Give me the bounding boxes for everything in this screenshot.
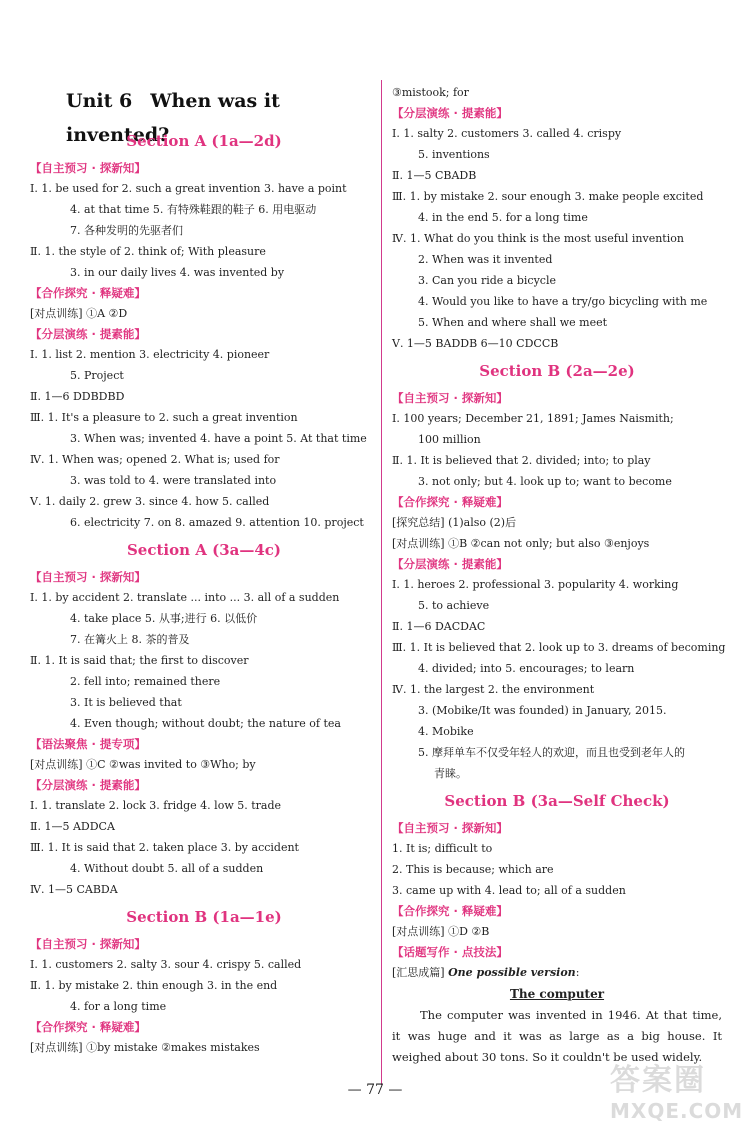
answer-line: 6. electricity 7. on 8. amazed 9. attention 10. project bbox=[70, 516, 364, 529]
answer-line: 5. to achieve bbox=[418, 599, 490, 612]
section-title: Section B (1a—1e) bbox=[126, 908, 282, 926]
answer-line: 100 million bbox=[418, 433, 481, 446]
answer-line: Ⅲ. 1. It's a pleasure to 2. such a great invention bbox=[30, 411, 298, 424]
section-title: Section B (3a—Self Check) bbox=[444, 792, 670, 810]
answer-line: Ⅱ. 1—6 DDBDBD bbox=[30, 390, 125, 403]
answer-line: Ⅴ. 1—5 BADDB 6—10 CDCCB bbox=[392, 337, 559, 350]
answer-line: [对点训练] ①B ②can not only; but also ③enjoys bbox=[392, 537, 650, 550]
answer-line: Ⅱ. 1—5 CBADB bbox=[392, 169, 477, 182]
answer-line: 4. for a long time bbox=[70, 1000, 167, 1013]
subsection-tag: 【合作探究 · 释疑难】 bbox=[30, 1020, 146, 1034]
answer-line: Ⅱ. 1—5 ADDCA bbox=[30, 820, 115, 833]
answer-line: Ⅰ. 1. translate 2. lock 3. fridge 4. low 5. trade bbox=[30, 799, 282, 812]
answer-line: 3. was told to 4. were translated into bbox=[70, 474, 277, 487]
answer-line: 7. 在篝火上 8. 茶的普及 bbox=[70, 633, 190, 646]
answer-line: Ⅳ. 1. the largest 2. the environment bbox=[392, 683, 595, 696]
answer-line: Ⅱ. 1. It is said that; the first to discover bbox=[30, 654, 249, 667]
answer-line: 2. When was it invented bbox=[418, 253, 553, 266]
answer-line: 3. came up with 4. lead to; all of a sudden bbox=[392, 884, 626, 897]
answer-line: 4. Mobike bbox=[418, 725, 474, 738]
answer-line: Ⅰ. 1. be used for 2. such a great invention 3. have a point bbox=[30, 182, 347, 195]
essay-paragraph: The computer was invented in 1946. At that time, it was huge and it was as large as a big house. It weighed about 30 tons. So it couldn't be used widely. bbox=[392, 1008, 722, 1064]
watermark-logo: 答案圈 MXQE.COM bbox=[610, 1063, 744, 1123]
section-title: Section A (1a—2d) bbox=[126, 132, 282, 150]
answer-line: Ⅰ. 1. salty 2. customers 3. called 4. crispy bbox=[392, 127, 622, 140]
page-number: — 77 — bbox=[347, 1082, 403, 1098]
answer-line: 3. in our daily lives 4. was invented by bbox=[70, 266, 285, 279]
answer-line: Ⅱ. 1—6 DACDAC bbox=[392, 620, 486, 633]
subsection-tag: 【分层演练 · 提素能】 bbox=[30, 778, 146, 792]
answer-line: 5. 摩拜单车不仅受年轻人的欢迎，而且也受到老年人的 bbox=[418, 746, 685, 759]
answer-line: 4. take place 5. 从事;进行 6. 以低价 bbox=[70, 612, 258, 625]
answer-line: 5. inventions bbox=[418, 148, 490, 161]
answer-line: 1. It is; difficult to bbox=[392, 842, 493, 855]
answer-line: 3. Can you ride a bicycle bbox=[418, 274, 556, 287]
section-title: Section B (2a—2e) bbox=[479, 362, 635, 380]
answer-line: 4. in the end 5. for a long time bbox=[418, 211, 588, 224]
subsection-tag: 【分层演练 · 提素能】 bbox=[392, 106, 508, 120]
unit-title: Unit 6 When was it invented? bbox=[66, 90, 280, 146]
answer-line: ③mistook; for bbox=[392, 86, 469, 99]
answer-line: Ⅲ. 1. by mistake 2. sour enough 3. make people excited bbox=[392, 190, 704, 203]
subsection-tag: 【自主预习 · 探新知】 bbox=[392, 821, 508, 835]
right-column bbox=[392, 82, 726, 1068]
essay-title: The computer bbox=[509, 987, 605, 1001]
answer-line: Ⅳ. 1. What do you think is the most useful invention bbox=[392, 232, 684, 245]
answer-line: [对点训练] ①C ②was invited to ③Who; by bbox=[30, 758, 256, 771]
answer-line: Ⅰ. 1. list 2. mention 3. electricity 4. pioneer bbox=[30, 348, 270, 361]
answer-line: Ⅰ. 1. by accident 2. translate ... into ... 3. all of a sudden bbox=[30, 591, 340, 604]
answer-line: 3. It is believed that bbox=[70, 696, 182, 709]
answer-line: 3. not only; but 4. look up to; want to become bbox=[418, 475, 672, 488]
answer-line: Ⅰ. 1. customers 2. salty 3. sour 4. crispy 5. called bbox=[30, 958, 302, 971]
answer-line: 5. When and where shall we meet bbox=[418, 316, 608, 329]
subsection-tag: 【分层演练 · 提素能】 bbox=[392, 557, 508, 571]
answer-line: 4. Without doubt 5. all of a sudden bbox=[70, 862, 264, 875]
answer-line: Ⅳ. 1—5 CABDA bbox=[30, 883, 118, 896]
answer-line: [探究总结] (1)also (2)后 bbox=[392, 516, 517, 529]
subsection-tag: 【合作探究 · 释疑难】 bbox=[392, 904, 508, 918]
subsection-tag: 【合作探究 · 释疑难】 bbox=[392, 495, 508, 509]
answer-line: Ⅱ. 1. It is believed that 2. divided; into; to play bbox=[392, 454, 651, 467]
answer-line: 4. Even though; without doubt; the nature of tea bbox=[70, 717, 341, 730]
subsection-tag: 【自主预习 · 探新知】 bbox=[392, 391, 508, 405]
subsection-tag: 【分层演练 · 提素能】 bbox=[30, 327, 146, 341]
answer-line: 4. divided; into 5. encourages; to learn bbox=[418, 662, 635, 675]
answer-line: [对点训练] ①A ②D bbox=[30, 307, 128, 320]
answer-line: Ⅱ. 1. the style of 2. think of; With pleasure bbox=[30, 245, 266, 258]
answer-line: [对点训练] ①D ②B bbox=[392, 925, 490, 938]
answer-line: Ⅰ. 1. heroes 2. professional 3. popularity 4. working bbox=[392, 578, 679, 591]
subsection-tag: 【自主预习 · 探新知】 bbox=[30, 937, 146, 951]
answer-line: 青睐。 bbox=[434, 767, 467, 780]
answer-line: 3. (Mobike/It was founded) in January, 2015. bbox=[418, 704, 667, 717]
answer-line: Ⅱ. 1. by mistake 2. thin enough 3. in the end bbox=[30, 979, 278, 992]
answer-line: 5. Project bbox=[70, 369, 124, 382]
subsection-tag: 【自主预习 · 探新知】 bbox=[30, 570, 146, 584]
answer-line: Ⅴ. 1. daily 2. grew 3. since 4. how 5. called bbox=[30, 495, 270, 508]
answer-line: 7. 各种发明的先驱者们 bbox=[70, 224, 183, 237]
subsection-tag: 【合作探究 · 释疑难】 bbox=[30, 286, 146, 300]
answer-line: 4. at that time 5. 有特殊鞋跟的鞋子 6. 用电驱动 bbox=[70, 203, 317, 216]
subsection-tag: 【话题写作 · 点技法】 bbox=[392, 945, 508, 959]
answer-line: Ⅲ. 1. It is said that 2. taken place 3. by accident bbox=[30, 841, 299, 854]
subsection-tag: 【自主预习 · 探新知】 bbox=[30, 161, 146, 175]
column-divider bbox=[381, 80, 382, 1085]
answer-line: 4. Would you like to have a try/go bicycling with me bbox=[418, 295, 708, 308]
answer-line: Ⅲ. 1. It is believed that 2. look up to 3. dreams of becoming bbox=[392, 641, 726, 654]
answer-line: 3. When was; invented 4. have a point 5. At that time bbox=[70, 432, 367, 445]
answer-line: [对点训练] ①by mistake ②makes mistakes bbox=[30, 1041, 260, 1054]
answer-line: Ⅰ. 100 years; December 21, 1891; James Naismith; bbox=[392, 412, 674, 425]
answer-line: 2. fell into; remained there bbox=[70, 675, 221, 688]
section-title: Section A (3a—4c) bbox=[126, 541, 282, 559]
subsection-tag: 【语法聚焦 · 提专项】 bbox=[30, 737, 146, 751]
left-column bbox=[30, 84, 378, 1058]
answer-line: 2. This is because; which are bbox=[392, 863, 554, 876]
answer-line: Ⅳ. 1. When was; opened 2. What is; used for bbox=[30, 453, 280, 466]
answer-line: [汇思成篇] One possible version: bbox=[392, 966, 580, 979]
